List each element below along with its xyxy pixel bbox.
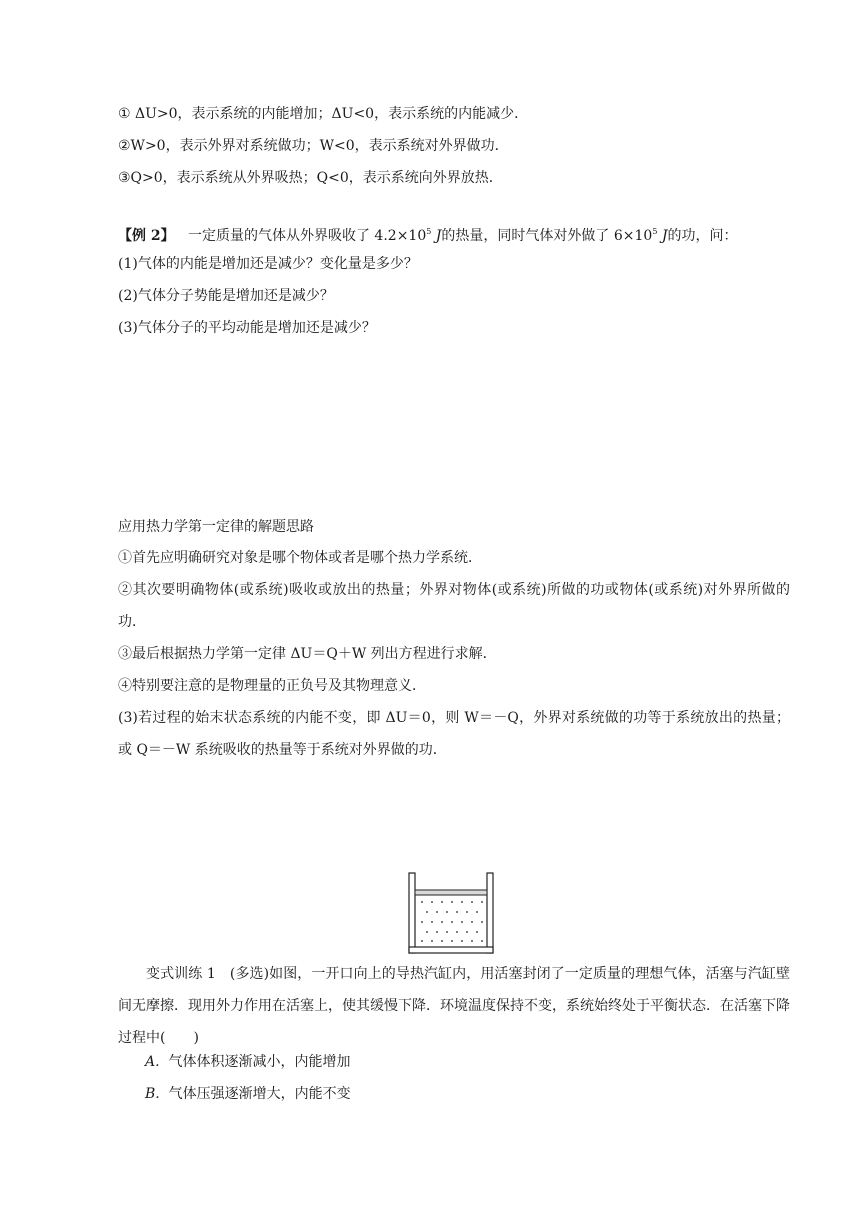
example2-stem-a: 一定质量的气体从外界吸收了 4.2×10 [187,228,427,244]
gas-particle [471,921,473,923]
gas-particle [466,931,468,933]
rule-delta-u: ① ΔU>0，表示系统的内能增加；ΔU<0，表示系统的内能减少． [118,106,529,122]
gas-particle [431,940,433,942]
option-a-letter: A. [145,1054,160,1070]
unit-joule-1: J [435,228,442,244]
gas-particle [476,931,478,933]
gas-particle [481,921,483,923]
method-title: 应用热力学第一定律的解题思路 [118,519,314,535]
gas-particle [441,901,443,903]
method-note-3: (3)若过程的始末状态系统的内能不变，即 ΔU＝0，则 W＝－Q，外界对系统做的功等于系统放出的热量；或 Q＝－W 系统吸收的热量等于系统对外界做的功． [118,710,790,758]
gas-particle [421,940,423,942]
gas-particle [441,940,443,942]
cylinder-bottom [409,947,493,953]
cylinder-right-wall [487,873,493,953]
variant1-stem: 变式训练 1 (多选)如图，一开口向上的导热汽缸内，用活塞封闭了一定质量的理想气体，活塞与汽缸壁间无摩擦．现用外力作用在活塞上，使其缓慢下降．环境温度保持不变，系统始终处于平衡状态．在活塞下降过程中( ) [118,966,790,1046]
exponent-2: 5 [652,227,658,236]
example2-stem-b: 的热量，同时气体对外做了 6×10 [441,228,653,244]
gas-particle [461,940,463,942]
gas-particle [456,911,458,913]
gas-particle [436,911,438,913]
gas-particle [441,921,443,923]
option-a-text: 气体体积逐渐减小，内能增加 [168,1054,351,1070]
piston [415,890,487,895]
gas-particle [451,921,453,923]
example2-stem [118,222,738,246]
gas-particle [461,901,463,903]
gas-particle [461,921,463,923]
method-step-1: ①首先应明确研究对象是哪个物体或者是哪个热力学系统． [118,550,482,566]
example2-question-2: (2)气体分子势能是增加还是减少？ [118,288,334,304]
unit-joule-2: J [661,228,668,244]
gas-particle [436,931,438,933]
example2-question-1: (1)气体的内能是增加还是减少？变化量是多少？ [118,256,418,272]
example2-question-3: (3)气体分子的平均动能是增加还是减少？ [118,320,376,336]
gas-particle [466,911,468,913]
gas-particle [476,911,478,913]
exponent-1: 5 [426,227,432,236]
gas-particle [451,901,453,903]
variant1-option-b[interactable] [145,1084,351,1104]
rule-heat: ③Q>0，表示系统从外界吸热；Q<0，表示系统向外界放热． [118,170,503,186]
example2-stem-c: 的功，问： [667,228,738,244]
gas-particle [481,940,483,942]
option-b-letter: B. [145,1086,160,1102]
gas-particles [421,901,483,942]
gas-particle [456,931,458,933]
gas-particle [451,940,453,942]
gas-particle [446,911,448,913]
option-b-text: 气体压强逐渐增大，内能不变 [168,1086,351,1102]
gas-particle [421,921,423,923]
gas-particle [421,901,423,903]
gas-particle [426,931,428,933]
gas-particle [471,940,473,942]
method-step-4: ④特别要注意的是物理量的正负号及其物理意义． [118,678,426,694]
rule-work: ②W>0，表示外界对系统做功；W<0，表示系统对外界做功． [118,138,509,154]
gas-particle [446,931,448,933]
gas-particle [481,901,483,903]
gas-particle [426,911,428,913]
gas-particle [471,901,473,903]
gas-particle [431,901,433,903]
example2-label: 【例 2】 [118,228,175,244]
gas-particle [431,921,433,923]
cylinder-left-wall [409,873,415,953]
variant1-option-a[interactable] [145,1052,350,1072]
cylinder-piston-figure [408,872,494,954]
method-step-3: ③最后根据热力学第一定律 ΔU＝Q＋W 列出方程进行求解． [118,646,497,662]
method-step-2: ②其次要明确物体(或系统)吸收或放出的热量；外界对物体(或系统)所做的功或物体(或系统)对外界所做的功． [118,582,790,630]
